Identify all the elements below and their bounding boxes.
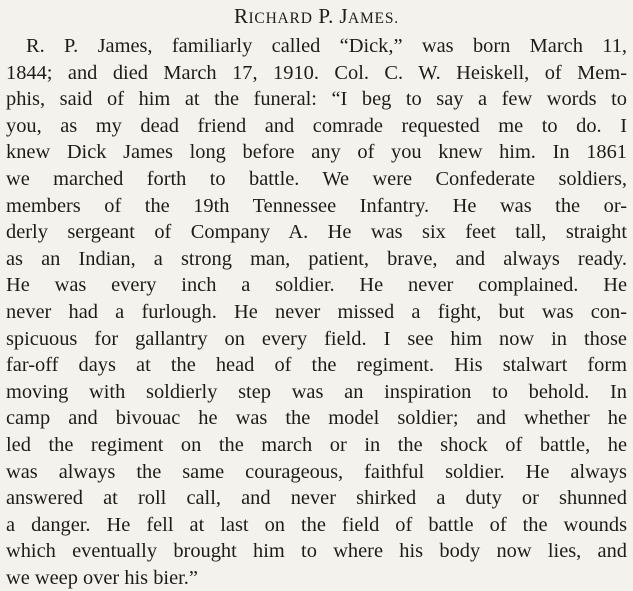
page-title xyxy=(6,4,627,29)
text-line-5: knew Dick James long before any of you knew him. In 1861 xyxy=(6,141,627,164)
text-line-19: a danger. He fell at last on the field of battle of the wounds xyxy=(6,513,627,536)
text-line-6: we marched forth to battle. We were Confederate soldiers, xyxy=(6,167,627,190)
text-line-3: phis, said of him at the funeral: “I beg to say a few words to xyxy=(6,88,627,111)
title-initial-last: J xyxy=(339,4,348,28)
text-line-20: which eventually brought him to where his body now lies, and xyxy=(6,540,627,563)
text-line-21: we weep over his bier.” xyxy=(6,566,198,589)
title-middle-initial: P. xyxy=(312,4,340,28)
text-line-18: answered at roll call, and never shirked a duty or shunned xyxy=(6,487,627,510)
title-first-name-rest: ICHARD xyxy=(248,10,313,27)
text-line-1: R. P. James, familiarly called “Dick,” was born March 11, xyxy=(26,35,627,57)
text-line-11: never had a furlough. He never missed a fight, but was con- xyxy=(6,300,627,323)
text-line-15: camp and bivouac he was the model soldier; and whether he xyxy=(6,407,627,430)
text-line-9: as an Indian, a strong man, patient, brave, and always ready. xyxy=(6,247,627,270)
text-line-14: moving with soldierly step was an inspiration to behold. In xyxy=(6,380,627,403)
title-initial-first: R xyxy=(234,4,249,28)
text-line-17: was always the same courageous, faithful soldier. He always xyxy=(6,460,627,483)
text-line-2: 1844; and died March 17, 1910. Col. C. W. Heiskell, of Mem- xyxy=(6,61,627,84)
text-line-8: derly sergeant of Company A. He was six feet tall, straight xyxy=(6,221,627,244)
text-line-4: you, as my dead friend and comrade requested me to do. I xyxy=(6,114,627,137)
text-line-13: far-off days at the head of the regiment. His stalwart form xyxy=(6,354,627,377)
text-line-12: spicuous for gallantry on every field. I see him now in those xyxy=(6,327,627,350)
text-line-10: He was every inch a soldier. He never complained. He xyxy=(6,274,627,297)
text-line-16: led the regiment on the march or in the shock of battle, he xyxy=(6,433,627,456)
memorial-paragraph xyxy=(6,33,627,591)
title-last-name-rest: AMES. xyxy=(347,10,399,27)
text-line-7: members of the 19th Tennessee Infantry. He was the or- xyxy=(6,194,627,217)
